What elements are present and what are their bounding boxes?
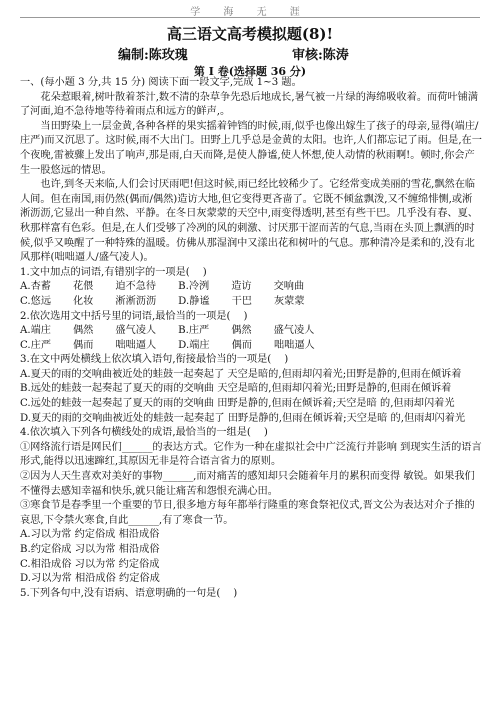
q2-options-row-1	[20, 324, 482, 339]
question-3	[20, 353, 482, 368]
q1-options-row-2	[20, 295, 482, 310]
passage-paragraph-2	[20, 120, 482, 178]
option-text: 干巴	[231, 295, 252, 307]
option-text: 偶然	[231, 325, 252, 337]
option-text: 灰蒙蒙	[273, 295, 305, 307]
question-4	[20, 426, 482, 441]
option-text: B.庄严	[178, 325, 210, 337]
option-text: 咄咄逼人	[115, 339, 157, 351]
option-text: A.端庄	[20, 325, 51, 337]
question-stem: 1.文中加点的词语,有错别字的一项是(	[20, 266, 190, 278]
q4-option-b: B.约定俗成 习以为常 相沿成俗	[20, 544, 160, 555]
q4-sentence-2: ②因为人天生喜欢对美好的事物______,而对痛苦的感知却只会随着年月的累积而变得 敏锐。如果我们不懂得去感知幸福和快乐,就只能让痛苦和怨恨充满心田。	[20, 471, 475, 497]
question-5	[20, 587, 482, 602]
option-text: C.悠远	[20, 295, 52, 307]
q3-option-d: D.夏天的雨的交响曲被近处的蛙鼓一起奏起了 田野是静的,但雨在倾诉着;天空是暗 的,但雨却闪着光	[20, 412, 466, 424]
paragraph-text: 花朵惹眼着,树叶散着茶汁,数不清的杂草争先恐后地成长,暑气被一片绿的海绵吸收着。而荷叶铺满了河面,迫不急待地等待着雨点和远方的鲜声,	[20, 91, 478, 118]
q3-option-b: B.远处的蛙鼓一起奏起了夏天的雨的交响曲 天空是暗的,但雨却闪着光;田野是静的,但雨在倾诉着	[20, 383, 452, 395]
section-heading: 一、(每小题 3 分,共 15 分) 阅读下面一段文字,完成 1~3 题。	[20, 77, 302, 88]
option-text: A.杏蓄	[20, 281, 51, 293]
part-title: 第 I 卷(选择题 36 分)	[193, 65, 307, 78]
paragraph-tail: 。顿时,你会产生一股悠远的情思。	[20, 149, 475, 176]
question-stem-tail: )	[243, 310, 248, 322]
option-text: 化妆	[73, 295, 94, 307]
question-1	[20, 266, 482, 281]
option-text: B.冷洌	[178, 281, 210, 293]
editor-line: 编制:陈玫瑰	[118, 48, 188, 63]
header-watermark: 学 海 无 涯	[190, 7, 310, 18]
question-stem-tail: )	[202, 266, 207, 278]
option-text: 交响曲	[273, 281, 305, 293]
paragraph-tail: 。	[220, 106, 231, 118]
paragraph-text: 当田野染上一层金黄,各种各样的果实摇着钟铛的时候,雨,似乎也像出嫁生了孩子的母亲,显得(端庄/庄严)而又沉思了。这时候,雨不大出门。田野上几乎总是金黄的太阳。也许,人们都忘记了雨。但是,在一个夜晚,雷被骤上发出了响声,那是雨,白天而降,是使人静谧,使人怀想,使人动情的秋雨啊!	[20, 120, 482, 161]
option-text: 造访	[231, 281, 252, 293]
question-stem: 4.依次填入下列各句横线处的成语,最恰当的一组是(	[20, 427, 251, 439]
document-body	[20, 76, 482, 601]
header-divider	[20, 17, 480, 18]
option-text: 偶然	[72, 325, 94, 337]
question-stem-tail: )	[263, 427, 268, 439]
q1-options-row-1	[20, 280, 482, 295]
option-text: 咄咄逼人	[273, 339, 315, 351]
option-text: 偶而	[73, 339, 94, 351]
q3-option-c: C.远处的蛙鼓一起奏起了夏天的雨的交响曲 田野是静的,但雨在倾诉着;天空是暗 的,但雨却闪着光	[20, 398, 455, 410]
option-text: 偶而	[231, 339, 252, 351]
option-text: 花偎	[72, 281, 94, 293]
q3-option-a: A.夏天的雨的交响曲被近处的蛙鼓一起奏起了 天空是暗的,但雨却闪着光;田野是静的,但雨在倾诉着	[20, 368, 462, 380]
option-text: D.端庄	[178, 339, 210, 351]
q4-sentence-3: ③寒食节是春季里一个重要的节日,很多地方每年都举行隆重的寒食祭祀仪式,晋文公为表达对介子推的哀思,下令禁火寒食,自此______,有了寒食一节。	[20, 500, 475, 526]
q2-options-row-2	[20, 339, 482, 354]
question-stem: 2.依次选用文中括号里的词语,最恰当的一项是(	[20, 310, 231, 322]
option-text: 盛气凌人	[273, 325, 315, 337]
question-2	[20, 310, 482, 325]
q4-option-d: D.习以为常 相沿成俗 约定俗成	[20, 573, 160, 585]
option-text: 淅淅沥沥	[115, 295, 157, 307]
q4-sentence-1: ①网络流行语是网民们______的表达方式。它作为一种在虚拟社会中广泛流行并影响 到现实生活的语言形式,能得以迅速蹿红,其原因无非是符合语言省力的原则。	[20, 441, 482, 468]
option-text: 盛气凌人	[115, 325, 157, 337]
question-stem-tail: )	[284, 354, 289, 366]
passage-paragraph-3: 也许,到冬天来临,人们会讨厌雨吧!但这时候,雨已经比较稀少了。它经常变成美丽的雪花,飘然在临人间。但在南国,雨仍然(偶而/偶然)造访大地,但它变得更吝啬了。它既不倾盆飘泼,又不缠绵悱恻,或淅淅沥沥,它显出一种自然、平静。在冬日灰蒙蒙的天空中,雨变得透明,甚至有些干巴。几乎没有春、夏、秋那样富有色彩。但是,在人们受够了冷冽的风的刺激、讨厌那干涩而苦的气息,当雨在头顶上飘洒的时候,似乎又唤醒了一种特殊的温暖。仿佛从那湿润中又漾出花和树叶的气息。那种清冷是柔和的,没有北风那样(咄咄逼人/盛气凌人)。	[20, 179, 478, 264]
option-text: D.静谧	[178, 295, 210, 307]
reviewer-line: 审核:陈涛	[292, 48, 349, 63]
question-stem: 5.下列各句中,没有语病、语意明确的一句是(	[20, 587, 221, 599]
q4-option-c: C.相沿成俗 习以为常 约定俗成	[20, 558, 160, 570]
option-text: C.庄严	[20, 339, 52, 351]
question-stem-tail: )	[233, 587, 238, 599]
q4-option-a: A.习以为常 约定俗成 相沿成俗	[20, 529, 160, 541]
option-text: 迫不急待	[115, 281, 157, 293]
page-title: 高三语文高考模拟题(8)!	[166, 25, 334, 43]
passage-paragraph-1	[20, 91, 482, 120]
question-stem: 3.在文中两处横线上依次填入语句,衔接最恰当的一项是(	[20, 354, 272, 366]
